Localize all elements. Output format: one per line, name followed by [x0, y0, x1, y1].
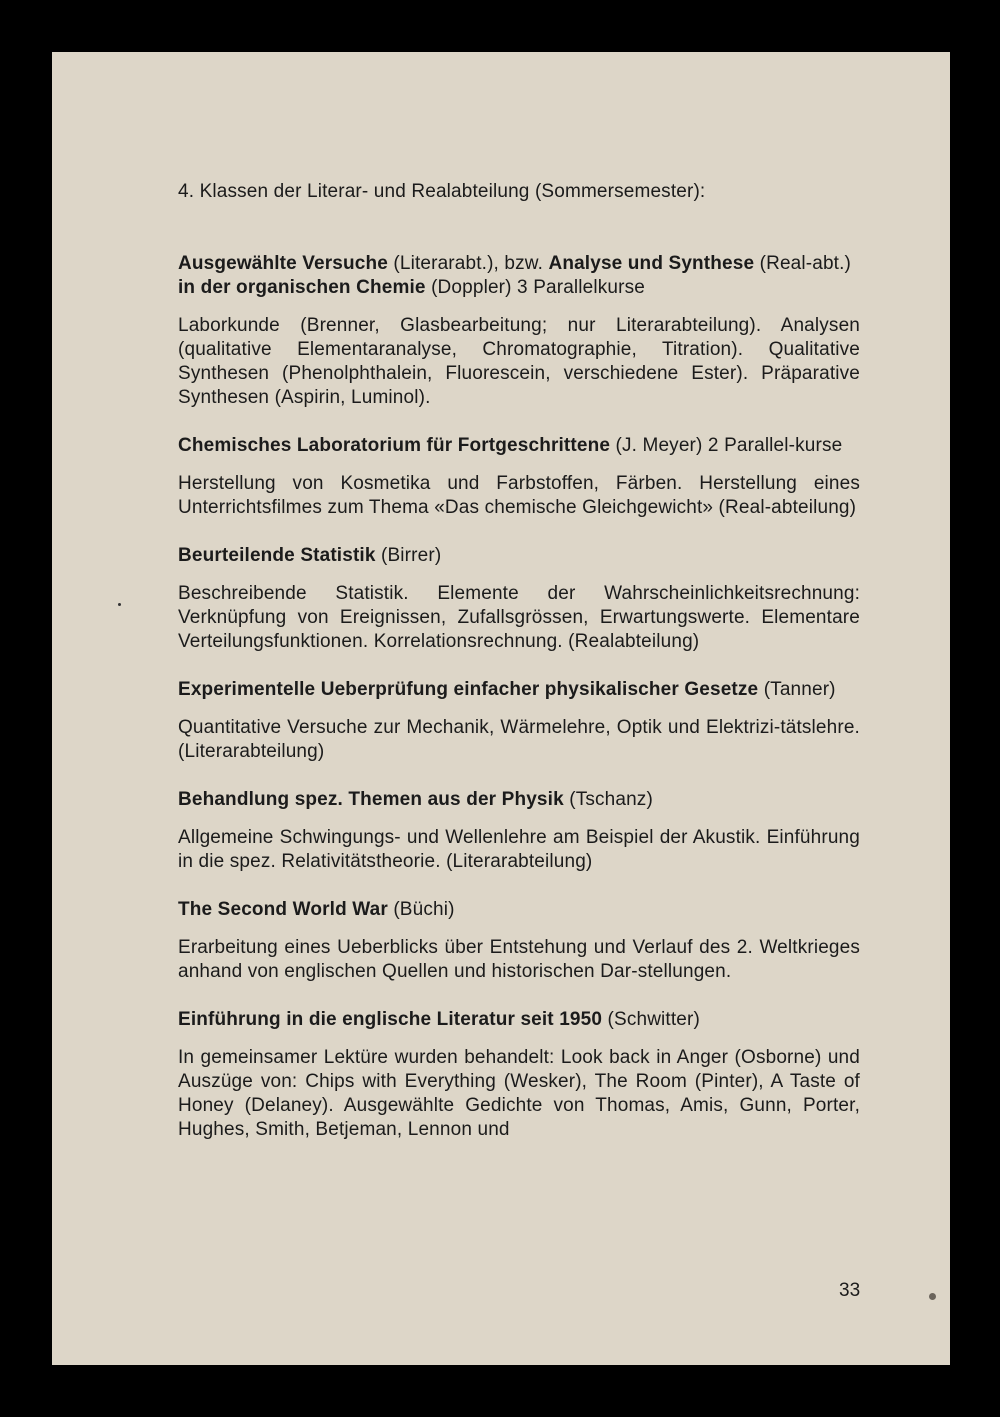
- course-description: Herstellung von Kosmetika und Farbstoffen, Färben. Herstellung eines Unterrichtsfilmes zum Thema «Das chemische Gleichgewicht» (Real-abteilung): [178, 473, 860, 518]
- course-description: Laborkunde (Brenner, Glasbearbeitung; nur Literarabteilung). Analysen (qualitative Elementaranalyse, Chromatographie, Titration). Qualitative Synthesen (Phenolphthalein, Fluorescein, verschiedene Ester). Präparative Synthesen (Aspirin, Luminol).: [178, 315, 860, 408]
- course-description: Beschreibende Statistik. Elemente der Wahrscheinlichkeitsrechnung: Verknüpfung von Ereignissen, Zufallsgrössen, Erwartungswerte. Elementare Verteilungsfunktionen. Korrelationsrechnung. (Realabteilung): [178, 583, 860, 652]
- course-description: Quantitative Versuche zur Mechanik, Wärmelehre, Optik und Elektrizi-tätslehre. (Literarabteilung): [178, 717, 860, 762]
- course-title: Analyse und Synthese: [548, 253, 755, 274]
- course-title: Ausgewählte Versuche: [178, 253, 388, 274]
- course-note: (J. Meyer) 2 Parallel-kurse: [610, 435, 843, 456]
- course-note: (Literarabt.), bzw.: [387, 253, 549, 274]
- course-section: [178, 898, 860, 984]
- course-note: (Doppler) 3 Parallelkurse: [425, 277, 645, 298]
- page-content: [178, 180, 860, 1142]
- course-title: Chemisches Laboratorium für Fortgeschrittene: [178, 435, 611, 456]
- course-section: [178, 434, 860, 520]
- course-heading: [178, 788, 860, 812]
- course-note: (Real-abt.): [754, 253, 852, 274]
- course-section: [178, 678, 860, 764]
- course-section: [178, 788, 860, 874]
- course-heading: [178, 544, 860, 568]
- course-note: (Büchi): [387, 899, 455, 920]
- course-title: The Second World War: [178, 899, 388, 920]
- course-title: in der organischen Chemie: [178, 277, 426, 298]
- document-page: [52, 52, 950, 1365]
- course-description: Erarbeitung eines Ueberblicks über Entstehung und Verlauf des 2. Weltkrieges anhand von englischen Quellen und historischen Dar-stellungen.: [178, 937, 860, 982]
- course-heading: [178, 678, 860, 702]
- intro-line: 4. Klassen der Literar- und Realabteilung (Sommersemester):: [178, 181, 706, 202]
- course-section: [178, 1008, 860, 1142]
- course-title: Beurteilende Statistik: [178, 545, 376, 566]
- course-note: (Birrer): [375, 545, 442, 566]
- course-description: In gemeinsamer Lektüre wurden behandelt: Look back in Anger (Osborne) und Auszüge von: Chips with Everything (Wesker), The Room (Pinter), A Taste of Honey (Delaney). Ausgewählte Gedichte von Thomas, Amis, Gunn, Porter, Hughes, Smith, Betjeman, Lennon und: [178, 1047, 860, 1140]
- course-note: (Tanner): [758, 679, 836, 700]
- course-section: [178, 252, 860, 410]
- course-list: [178, 252, 860, 1142]
- course-title: Behandlung spez. Themen aus der Physik: [178, 789, 564, 810]
- course-section: [178, 544, 860, 654]
- stray-mark: [118, 603, 121, 606]
- course-heading: [178, 252, 860, 300]
- course-heading: [178, 434, 860, 458]
- page-number: 33: [839, 1280, 861, 1301]
- course-note: (Tschanz): [563, 789, 653, 810]
- course-title: Experimentelle Ueberprüfung einfacher physikalischer Gesetze: [178, 679, 759, 700]
- corner-dot: [929, 1293, 936, 1300]
- course-description: Allgemeine Schwingungs- und Wellenlehre am Beispiel der Akustik. Einführung in die spez. Relativitätstheorie. (Literarabteilung): [178, 827, 860, 872]
- course-heading: [178, 898, 860, 922]
- course-title: Einführung in die englische Literatur seit 1950: [178, 1009, 603, 1030]
- course-note: (Schwitter): [602, 1009, 700, 1030]
- course-heading: [178, 1008, 860, 1032]
